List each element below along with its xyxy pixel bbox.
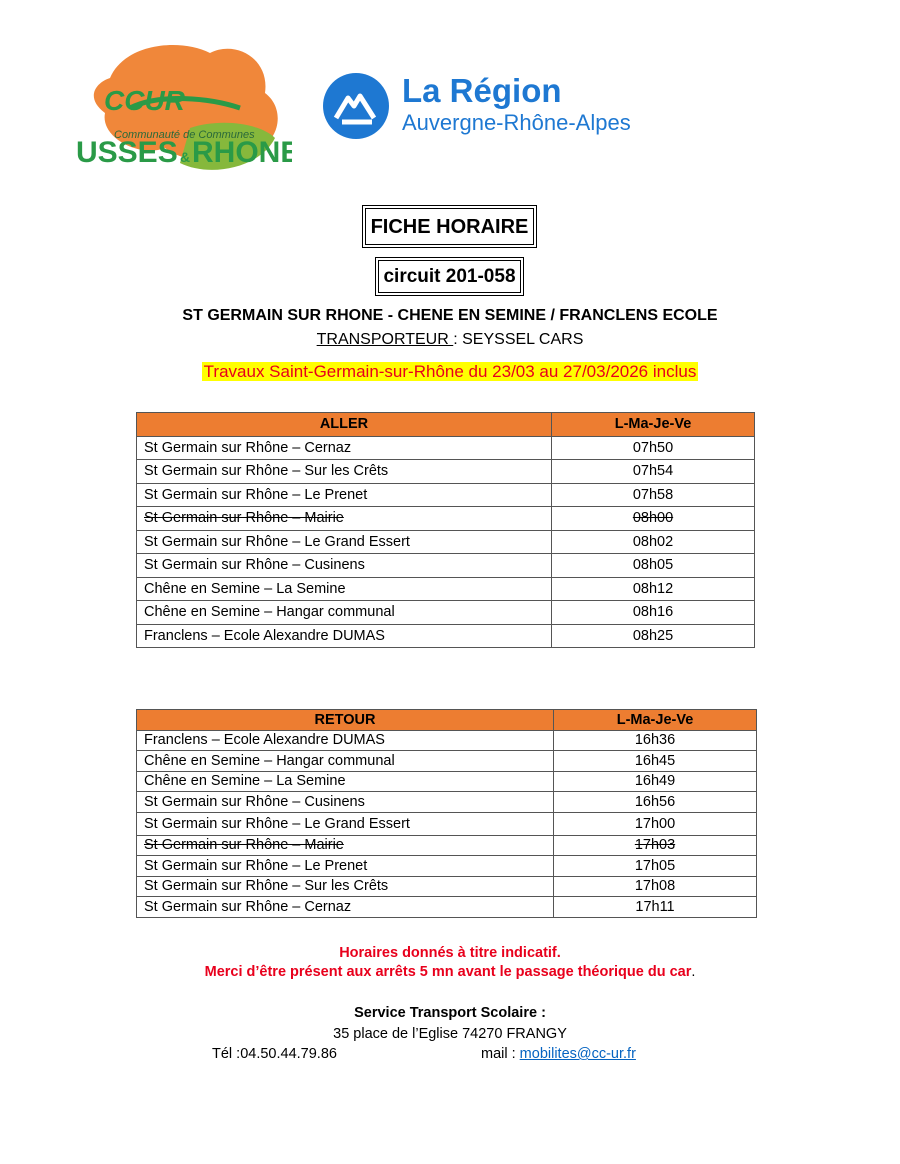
stop-name: St Germain sur Rhône – Mairie bbox=[137, 835, 554, 856]
table-row bbox=[137, 812, 757, 835]
works-notice-text: Travaux Saint-Germain-sur-Rhône du 23/03 au 27/03/2026 inclus bbox=[203, 362, 697, 381]
table-row bbox=[137, 730, 757, 751]
ccur-logo bbox=[70, 38, 292, 186]
table-row bbox=[137, 530, 755, 554]
stop-time: 08h12 bbox=[552, 577, 755, 601]
stop-name: St Germain sur Rhône – Sur les Crêts bbox=[137, 460, 552, 484]
table-header-row bbox=[137, 413, 755, 437]
stop-time: 07h54 bbox=[552, 460, 755, 484]
service-title: Service Transport Scolaire : bbox=[354, 1005, 546, 1021]
table-row bbox=[137, 771, 757, 792]
stop-time: 07h58 bbox=[552, 483, 755, 507]
stop-name: St Germain sur Rhône – Mairie bbox=[137, 507, 552, 531]
stop-name: St Germain sur Rhône – Sur les Crêts bbox=[137, 876, 554, 897]
table-row-cancelled bbox=[137, 507, 755, 531]
stop-time: 17h05 bbox=[554, 856, 757, 877]
stop-name: St Germain sur Rhône – Cernaz bbox=[137, 897, 554, 918]
svg-text:Communauté de Communes: Communauté de Communes bbox=[114, 129, 255, 141]
table-row bbox=[137, 483, 755, 507]
aller-header: ALLER bbox=[137, 413, 552, 437]
transporteur-value: : SEYSSEL CARS bbox=[453, 331, 584, 348]
svg-text:USSES: USSES bbox=[76, 136, 178, 169]
stop-name: St Germain sur Rhône – Cusinens bbox=[137, 554, 552, 578]
stop-name: St Germain sur Rhône – Cusinens bbox=[137, 792, 554, 813]
mail-label: mail : bbox=[481, 1046, 520, 1062]
table-row bbox=[137, 876, 757, 897]
page-title: FICHE HORAIRE bbox=[362, 205, 537, 248]
stop-time: 08h00 bbox=[552, 507, 755, 531]
stop-time: 17h00 bbox=[554, 812, 757, 835]
punctuality-note bbox=[0, 964, 900, 980]
table-row bbox=[137, 624, 755, 648]
stop-time: 08h16 bbox=[552, 601, 755, 625]
transporteur-line bbox=[0, 331, 900, 349]
stop-name: Chêne en Semine – Hangar communal bbox=[137, 751, 554, 772]
mail-line bbox=[481, 1046, 636, 1062]
stop-time: 17h03 bbox=[554, 835, 757, 856]
indicative-note: Horaires donnés à titre indicatif. bbox=[339, 945, 561, 961]
aller-table bbox=[136, 412, 755, 648]
table-row bbox=[137, 577, 755, 601]
svg-text:RHONE: RHONE bbox=[192, 136, 292, 169]
table-row bbox=[137, 460, 755, 484]
region-logo bbox=[322, 72, 662, 140]
stop-name: Chêne en Semine – La Semine bbox=[137, 771, 554, 792]
route-title: ST GERMAIN SUR RHONE - CHENE EN SEMINE / FRANCLENS ECOLE bbox=[182, 307, 718, 324]
table-row bbox=[137, 751, 757, 772]
retour-header: RETOUR bbox=[137, 710, 554, 731]
email-link[interactable]: mobilites@cc-ur.fr bbox=[519, 1046, 636, 1062]
punctuality-note-text: Merci d’être présent aux arrêts 5 mn avant le passage théorique du car bbox=[204, 964, 692, 980]
stop-time: 07h50 bbox=[552, 436, 755, 460]
table-row bbox=[137, 792, 757, 813]
region-mountain-icon bbox=[322, 72, 390, 140]
stop-time: 08h25 bbox=[552, 624, 755, 648]
phone-number: Tél :04.50.44.79.86 bbox=[212, 1046, 337, 1062]
stop-time: 08h02 bbox=[552, 530, 755, 554]
stop-name: Franclens – Ecole Alexandre DUMAS bbox=[137, 730, 554, 751]
table-row bbox=[137, 856, 757, 877]
stop-time: 16h49 bbox=[554, 771, 757, 792]
table-row bbox=[137, 554, 755, 578]
stop-name: St Germain sur Rhône – Le Grand Essert bbox=[137, 812, 554, 835]
table-row bbox=[137, 601, 755, 625]
works-notice bbox=[0, 362, 900, 382]
transporteur-label: TRANSPORTEUR bbox=[316, 331, 454, 348]
punctuality-note-period: . bbox=[691, 964, 696, 980]
svg-text:CCUR: CCUR bbox=[104, 85, 185, 116]
stop-name: Chêne en Semine – Hangar communal bbox=[137, 601, 552, 625]
stop-name: Franclens – Ecole Alexandre DUMAS bbox=[137, 624, 552, 648]
stop-name: St Germain sur Rhône – Le Grand Essert bbox=[137, 530, 552, 554]
circuit-number: circuit 201-058 bbox=[375, 257, 524, 296]
retour-table bbox=[136, 709, 757, 918]
stop-time: 16h56 bbox=[554, 792, 757, 813]
stop-name: St Germain sur Rhône – Le Prenet bbox=[137, 856, 554, 877]
stop-name: St Germain sur Rhône – Le Prenet bbox=[137, 483, 552, 507]
stop-time: 17h11 bbox=[554, 897, 757, 918]
table-row bbox=[137, 436, 755, 460]
table-row bbox=[137, 897, 757, 918]
table-header-row bbox=[137, 710, 757, 731]
region-subname: Auvergne-Rhône-Alpes bbox=[402, 110, 631, 135]
table-row-cancelled bbox=[137, 835, 757, 856]
stop-name: Chêne en Semine – La Semine bbox=[137, 577, 552, 601]
service-address: 35 place de l’Eglise 74270 FRANGY bbox=[333, 1026, 567, 1042]
days-header: L-Ma-Je-Ve bbox=[552, 413, 755, 437]
days-header: L-Ma-Je-Ve bbox=[554, 710, 757, 731]
stop-time: 17h08 bbox=[554, 876, 757, 897]
region-name: La Région bbox=[402, 72, 562, 109]
stop-time: 08h05 bbox=[552, 554, 755, 578]
svg-text:&: & bbox=[180, 149, 191, 165]
stop-time: 16h45 bbox=[554, 751, 757, 772]
stop-name: St Germain sur Rhône – Cernaz bbox=[137, 436, 552, 460]
stop-time: 16h36 bbox=[554, 730, 757, 751]
